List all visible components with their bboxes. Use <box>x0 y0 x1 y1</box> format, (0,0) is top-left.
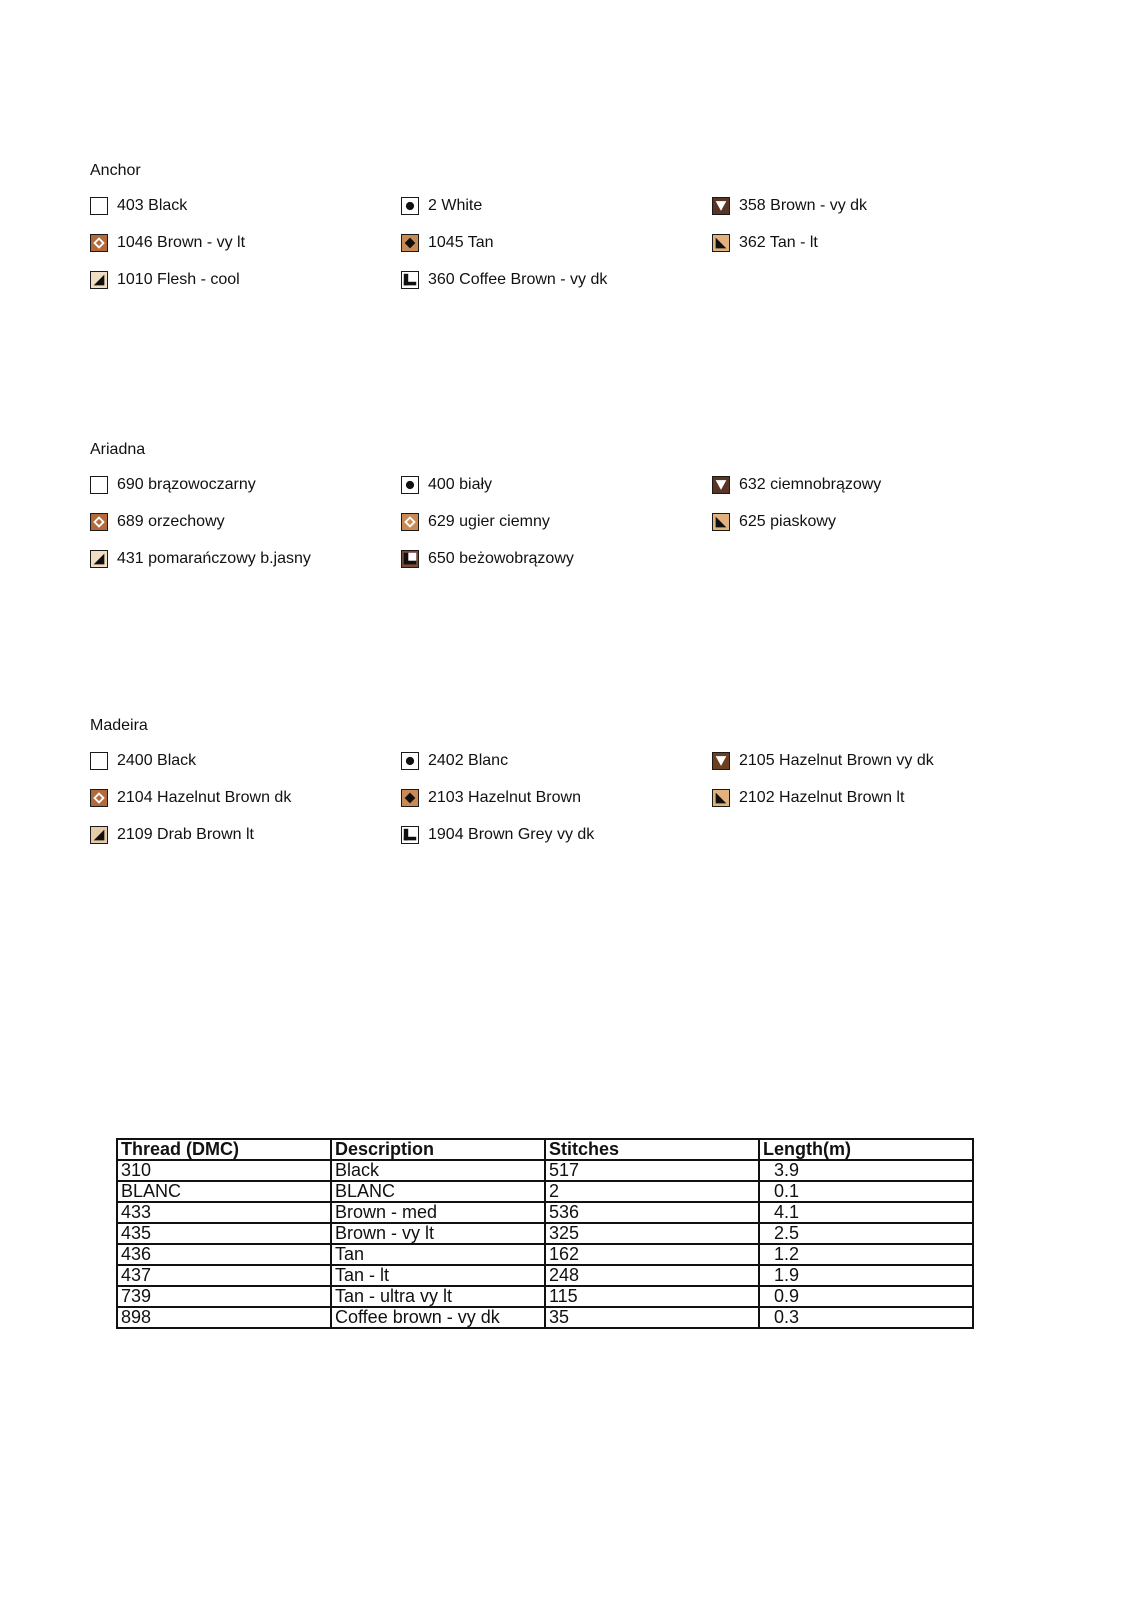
table-cell: 0.3 <box>759 1307 973 1328</box>
legend-item-label: 431 pomarańczowy b.jasny <box>117 550 311 567</box>
column-header: Thread (DMC) <box>117 1139 331 1160</box>
legend-item <box>401 233 494 253</box>
legend-item-label: 2102 Hazelnut Brown lt <box>739 789 905 806</box>
legend-item <box>401 825 594 845</box>
legend-item-label: 358 Brown - vy dk <box>739 197 868 214</box>
table-cell: 248 <box>545 1265 759 1286</box>
table-cell: 1.2 <box>759 1244 973 1265</box>
table-row <box>117 1286 973 1307</box>
circle-icon <box>401 197 419 215</box>
table-cell: BLANC <box>117 1181 331 1202</box>
legend-item <box>90 270 240 290</box>
legend-item <box>90 825 254 845</box>
legend-item <box>712 512 836 532</box>
table-cell: 0.1 <box>759 1181 973 1202</box>
table-cell: 35 <box>545 1307 759 1328</box>
table-cell: Black <box>331 1160 545 1181</box>
table-row <box>117 1223 973 1244</box>
table-cell: 115 <box>545 1286 759 1307</box>
legend-item <box>712 196 867 216</box>
legend-item <box>401 196 482 216</box>
table-cell: 898 <box>117 1307 331 1328</box>
column-header: Description <box>331 1139 545 1160</box>
table-row <box>117 1244 973 1265</box>
circle-icon <box>401 752 419 770</box>
legend-item <box>401 549 574 569</box>
legend-item-label: 1046 Brown - vy lt <box>117 234 246 251</box>
thread-table <box>116 1138 974 1329</box>
table-cell: Tan <box>331 1244 545 1265</box>
section-title: Anchor <box>90 162 141 179</box>
legend-item-label: 625 piaskowy <box>739 513 836 530</box>
legend-item-label: 629 ugier ciemny <box>428 513 550 530</box>
legend-item <box>712 233 818 253</box>
legend-item <box>401 475 492 495</box>
table-cell: 4.1 <box>759 1202 973 1223</box>
legend-item <box>90 788 291 808</box>
legend-item <box>401 788 581 808</box>
triangle-down-icon <box>712 197 730 215</box>
circle-icon <box>401 476 419 494</box>
legend-item-label: 2105 Hazelnut Brown vy dk <box>739 752 934 769</box>
half-triangle-icon <box>90 271 108 289</box>
diamond-filled-icon <box>401 789 419 807</box>
diamond-filled-icon <box>401 234 419 252</box>
legend-item-label: 2400 Black <box>117 752 197 769</box>
legend-item-label: 2402 Blanc <box>428 752 509 769</box>
table-cell: 0.9 <box>759 1286 973 1307</box>
corner-triangle-icon <box>712 789 730 807</box>
legend-item-label: 403 Black <box>117 197 188 214</box>
diamond-outline-icon <box>90 234 108 252</box>
legend-item <box>90 475 256 495</box>
legend-item <box>712 751 934 771</box>
triangle-down-icon <box>712 476 730 494</box>
half-triangle-icon <box>90 550 108 568</box>
diamond-outline-icon <box>90 513 108 531</box>
column-header: Stitches <box>545 1139 759 1160</box>
table-cell: Brown - med <box>331 1202 545 1223</box>
legend-item-label: 2 White <box>428 197 483 214</box>
table-row <box>117 1181 973 1202</box>
legend-item-label: 650 beżowobrązowy <box>428 550 574 567</box>
legend-item-label: 1010 Flesh - cool <box>117 271 240 288</box>
legend-item <box>90 549 311 569</box>
legend-item <box>401 270 607 290</box>
empty-square-icon <box>90 752 108 770</box>
table-cell: 2.5 <box>759 1223 973 1244</box>
legend-item-label: 632 ciemnobrązowy <box>739 476 882 493</box>
legend-item-label: 2103 Hazelnut Brown <box>428 789 581 806</box>
table-row <box>117 1265 973 1286</box>
legend-item-label: 689 orzechowy <box>117 513 225 530</box>
table-cell: 1.9 <box>759 1265 973 1286</box>
legend-item-label: 400 biały <box>428 476 493 493</box>
table-row <box>117 1160 973 1181</box>
legend-item-label: 690 brązowoczarny <box>117 476 256 493</box>
legend-item <box>401 751 508 771</box>
table-cell: Coffee brown - vy dk <box>331 1307 545 1328</box>
table-cell: 433 <box>117 1202 331 1223</box>
table-header-row <box>117 1139 973 1160</box>
table-cell: Brown - vy lt <box>331 1223 545 1244</box>
table-row <box>117 1202 973 1223</box>
corner-square-icon <box>401 826 419 844</box>
legend-item-label: 1904 Brown Grey vy dk <box>428 826 595 843</box>
empty-square-icon <box>90 197 108 215</box>
table-cell: Tan - ultra vy lt <box>331 1286 545 1307</box>
table-cell: 310 <box>117 1160 331 1181</box>
table-cell: 435 <box>117 1223 331 1244</box>
triangle-down-icon <box>712 752 730 770</box>
legend-item <box>90 751 196 771</box>
corner-triangle-icon <box>712 513 730 531</box>
legend-item <box>90 512 225 532</box>
table-cell: 325 <box>545 1223 759 1244</box>
corner-square-icon <box>401 550 419 568</box>
table-cell: BLANC <box>331 1181 545 1202</box>
legend-item-label: 2104 Hazelnut Brown dk <box>117 789 292 806</box>
corner-triangle-icon <box>712 234 730 252</box>
legend-item <box>712 475 881 495</box>
table-row <box>117 1307 973 1328</box>
table-cell: 739 <box>117 1286 331 1307</box>
corner-square-icon <box>401 271 419 289</box>
legend-item <box>712 788 904 808</box>
table-cell: 517 <box>545 1160 759 1181</box>
legend-item <box>90 233 245 253</box>
table-cell: 437 <box>117 1265 331 1286</box>
table-cell: 3.9 <box>759 1160 973 1181</box>
section-title: Madeira <box>90 717 148 734</box>
section-title: Ariadna <box>90 441 146 458</box>
legend-item <box>401 512 550 532</box>
legend-item-label: 360 Coffee Brown - vy dk <box>428 271 608 288</box>
diamond-outline-icon <box>90 789 108 807</box>
table-cell: 2 <box>545 1181 759 1202</box>
table-cell: 536 <box>545 1202 759 1223</box>
diamond-outline-icon <box>401 513 419 531</box>
legend-item <box>90 196 187 216</box>
half-triangle-icon <box>90 826 108 844</box>
column-header: Length(m) <box>759 1139 973 1160</box>
legend-item-label: 2109 Drab Brown lt <box>117 826 254 843</box>
table-cell: Tan - lt <box>331 1265 545 1286</box>
empty-square-icon <box>90 476 108 494</box>
table-cell: 162 <box>545 1244 759 1265</box>
table-cell: 436 <box>117 1244 331 1265</box>
legend-item-label: 1045 Tan <box>428 234 494 251</box>
legend-item-label: 362 Tan - lt <box>739 234 818 251</box>
